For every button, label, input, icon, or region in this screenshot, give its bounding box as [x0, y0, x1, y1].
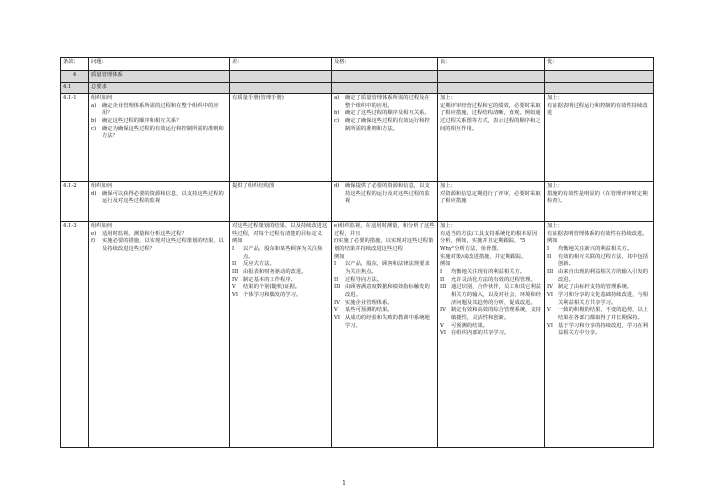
subsection-row [61, 83, 654, 94]
list-item: c) 确定了确保这些过程的有效运行和控制所需的准则和方法。 [334, 118, 430, 132]
list-item: IV 实施企业管理体系。 [334, 299, 393, 306]
header-excellent: 优: [545, 58, 654, 71]
list-item: II 反应式方法。 [232, 261, 275, 268]
list-item: b) 确定这些过程的顺序和相互关系？ [91, 118, 182, 125]
header-row [61, 58, 654, 71]
list-item: II 有效的相互关联的过程方法，其中包括创新。 [547, 253, 649, 268]
list-item: f) 实施必要的措施，以实现对这些过程策划的结果，以及持续改进这些过程？ [91, 238, 224, 253]
list-item: IV 制定了由标杆支持的管理系统。 [547, 284, 633, 291]
list-item: I 以产品，股东，顾客和法律法规要求为关注焦点。 [334, 261, 430, 276]
list-item: III 由顾客满意度数据和绩效指标触发的改进。 [334, 284, 430, 299]
page-number: 1 [342, 480, 346, 487]
section-title: 质量管理体系 [89, 71, 230, 83]
question-title: 组织如何 [91, 95, 113, 101]
clause-cell: 4.1-1 [61, 94, 89, 182]
list-item: d) 确保可以获得必要的资源和信息，以支持这些过程的运行及对这些过程的监视 [91, 190, 224, 205]
question-title: 组织如何 [91, 183, 113, 189]
list-item: I 均衡地关注新兴的利益相关方。 [547, 246, 633, 253]
header-clause: 条款: [61, 58, 89, 71]
good-cell: 加上： 定期评审经营过程和它的绩效，必要时采取了相应措施，过程结构清晰，直观，例如通过过程关系图等方式，表示过程的顺序和之间的相互作用。 [438, 94, 545, 182]
excellent-cell: 加上： 措施的有效性是明显的（在管理评审时定期检查）。 [545, 182, 654, 222]
audit-criteria-table [60, 57, 654, 448]
subsection-number: 4.1 [61, 83, 89, 94]
list-item: VI 在组织内部的共享学习。 [440, 330, 510, 337]
poor-list [232, 246, 329, 300]
question-list [91, 103, 227, 141]
pass-cell [332, 94, 438, 182]
excellent-cell: 加上： 有证据表明管理体系的有效性在持续改进。 例如 I 均衡地关注新兴的利益相关方。 II 有效的相互关联的过程方法，其中包括创新。 III 由来自出现的利益相关方的输入引发的改进。 IV 制定了由标杆支持的管理系统。 VI 学习和分享的文化基础持续改进，与相关利益相关方共享学习。 V 一致的积极的结果，不变的趋势，以上结果在各部门都取得了并长期保持。 VI 基于学习和分享的持续改进，学习在利益相关方中分享。 [545, 222, 654, 448]
pass-cell [332, 182, 438, 222]
poor-cell: 提供了组织结构图 [230, 182, 332, 222]
header-question: 问题: [89, 58, 230, 71]
list-item: III 由报表和财务驱动的改进。 [232, 269, 307, 276]
good-cell: 加上： 对资源和信息定期进行了评审，必要时采取了相应措施 [438, 182, 545, 222]
list-item: VI 从成功的经验和失败的教训中系统地学习。 [334, 315, 430, 329]
list-item: e) 适用时监视、测量和分析这些过程？ [91, 230, 187, 237]
table-row [61, 222, 654, 448]
list-item: V 可预测的结果。 [440, 322, 489, 329]
question-cell [89, 94, 230, 182]
good-list [440, 269, 542, 338]
table-row [61, 182, 654, 222]
list-item: VI 学习和分享的文化基础持续改进，与相关利益相关方共享学习。 [547, 292, 649, 306]
list-item: VI 个体学习和偶发的学习。 [232, 292, 302, 299]
list-item: b) 确定了这些过程的顺序及相互关系。 [334, 110, 430, 117]
poor-cell: 对这些过程策划的结果，以及持续改进这些过程，对每个过程有清楚的目标定义 例如 I 以产品，股东和某些顾客为关注焦点。 II 反应式方法。 III 由报表和财务驱动的改进。 IV 制定基本的工作程序。 V 结果的个别(随机)证据。 VI 个体学习和偶发的学习。 [230, 222, 332, 448]
excellent-cell: 加上： 有证据表明过程运行和控制的有效性持续改进 [545, 94, 654, 182]
excellent-list [547, 246, 651, 338]
list-item: V 一致的积极的结果，不变的趋势，以上结果在各部门都取得了并长期保持。 [547, 307, 649, 322]
list-item: d) 确保提供了必要的资源和信息，以支持这些过程的运行及对这些过程的监视 [334, 183, 430, 205]
header-good: 良: [438, 58, 545, 71]
list-item: IV 制定基本的工作程序。 [232, 276, 296, 283]
section-number: 4 [61, 71, 89, 83]
question-cell [89, 182, 230, 222]
list-item: c) 确定为确保这些过程的有效运行和控制所需的准则和方法？ [91, 125, 224, 140]
list-item: III 通过识别，合作伙伴，员工和其它利益相关方的输入，以及对社会，环境和经济问题及其趋势的分析，促成改进。 [440, 284, 542, 306]
clause-cell: 4.1-2 [61, 182, 89, 222]
question-title: 组织如何 [91, 223, 113, 229]
pass-list [334, 95, 435, 133]
question-list [91, 191, 227, 206]
table-row [61, 94, 654, 182]
pass-cell: e)组织监视，在适用时测量，和分析了这些过程，并且 f)实施了必要的措施，以实现对这些过程策划的结果并持续改进这些过程 例如 I 以产品，股东，顾客和法律法规要求为关注焦点。 II 过程导向方法。 III 由顾客满意度数据和绩效指标触发的改进。 IV 实施企业管理体系。 V 某些可预测的结果。 VI 从成功的经验和失败的教训中系统地学习。 [332, 222, 438, 448]
list-item: III 由来自出现的利益相关方的输入引发的改进。 [547, 269, 649, 283]
list-item: I 以产品，股东和某些顾客为关注焦点。 [232, 246, 323, 260]
list-item: a) 确定企业管理体系所需的过程和在整个组织中的应用？ [91, 102, 219, 117]
pass-list [334, 261, 435, 330]
list-item: IV 制定有效和高效的综合管理系统，支持敏捷性，灵活性和创新。 [440, 307, 542, 322]
question-cell [89, 222, 230, 448]
subsection-title: 总要求 [89, 83, 230, 94]
question-list [91, 231, 227, 254]
list-item: II 允许灵活化方法的有效的过程管理。 [440, 276, 536, 283]
header-pass: 及格: [332, 58, 438, 71]
list-item: V 结果的个别(随机)证据。 [232, 284, 301, 291]
list-item: a) 确定了质量管理体系所需的过程及在整个组织中的应用。 [334, 95, 430, 109]
list-item: II 过程导向方法。 [334, 276, 383, 283]
poor-cell: 有质量手册(管理手册) [230, 94, 332, 182]
list-item: V 某些可预测的结果。 [334, 307, 393, 314]
pass-list [334, 183, 435, 206]
good-cell: 加上： 有适当的方法/工具支持系统化的根本原因分析，例如，实施并且定期跟踪，"5 Why"分析方法，鱼骨图。 实施对策/或改进措施，并定期跟踪。 例如 I 均衡地关注现有的利益相关方。 II 允许灵活化方法的有效的过程管理。 III 通过识别，合作伙伴，员工和其它利益相关方的输入，以及对社会，环境和经济问题及其趋势的分析，促成改进。 IV 制定有效和高效的综合管理系统，支持敏捷性，灵活性和创新。 V 可预测的结果。 VI 在组织内部的共享学习。 [438, 222, 545, 448]
clause-cell: 4.1-3 [61, 222, 89, 448]
section-row [61, 71, 654, 83]
list-item: VI 基于学习和分享的持续改进，学习在利益相关方中分享。 [547, 322, 649, 337]
list-item: I 均衡地关注现有的利益相关方。 [440, 269, 526, 276]
header-poor: 差: [230, 58, 332, 71]
